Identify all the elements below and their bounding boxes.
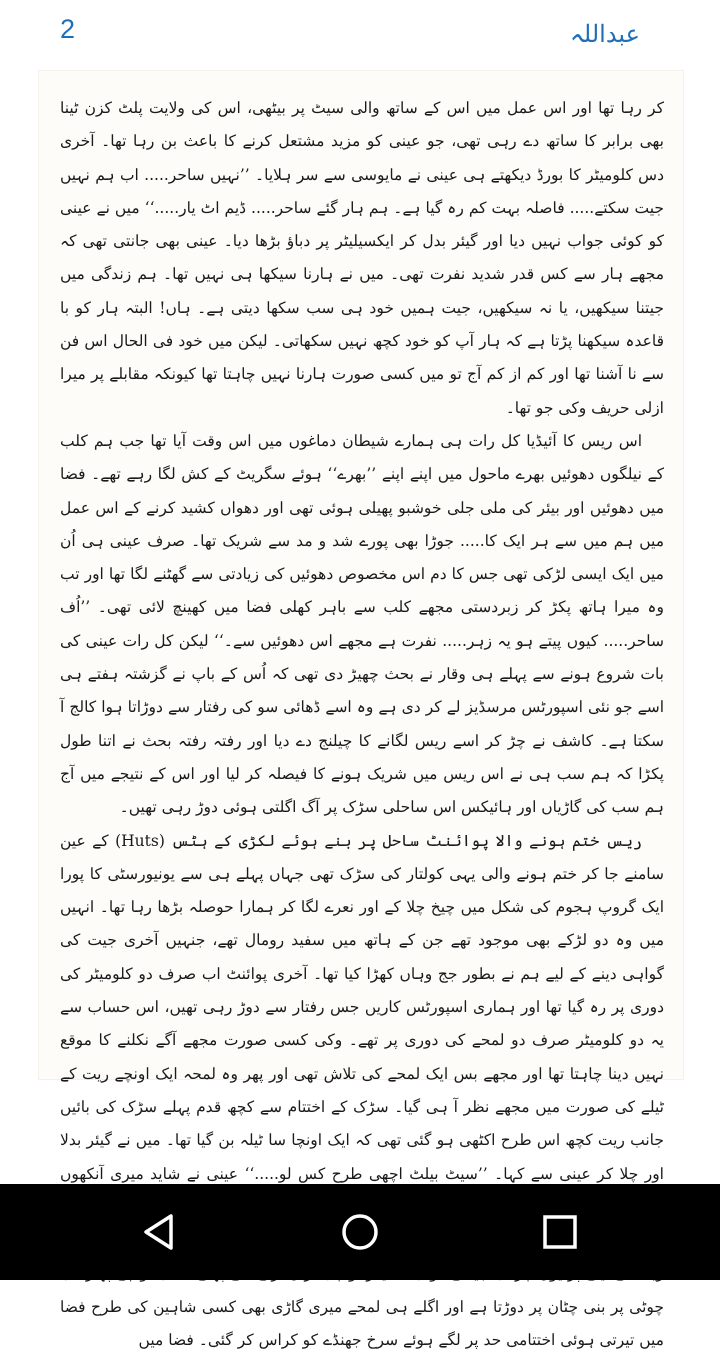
paragraph: اس ریس کا آئیڈیا کل رات ہی ہمارے شیطان دماغوں میں اس وقت آیا تھا جب ہم کلب کے نیلگوں دھوئیں بھرے ماحول میں اپنے اپنے ’’بھرے‘‘ ہوئے سگریٹ کے کش لگا رہے تھے۔ فضا میں دھوئیں اور بیئر کی ملی جلی خوشبو پھیلی ہوئی تھی اور دھواں کشید کرنے کے اس عمل میں ہم میں سے ہر ایک کا..... جوڑا بھی پورے شد و مد سے شریک تھا۔ صرف عینی ہی اُن میں ایک ایسی لڑکی تھی جس کا دم اس مخصوص دھوئیں کی زیادتی سے گھٹنے لگا تھا اور تب وہ میرا ہاتھ پکڑ کر زبردستی مجھے کلب سے باہر کھلی فضا میں کھینچ لائی تھی۔ ’’اُف ساحر..... کیوں پیتے ہو یہ زہر..... نفرت ہے مجھے اس دھوئیں سے۔‘‘ لیکن کل رات عینی کی بات شروع ہونے سے پہلے ہی وقار نے بحث چھیڑ دی تھی کہ اُس کے باپ نے گزشتہ ہفتے ہی اسے جو نئی اسپورٹس مرسڈیز لے کر دی ہے وہ اسے ڈھائی سو کی رفتار سے دوڑاتا ہوا کالج آ سکتا ہے۔ کاشف نے چڑ کر اسے ریس لگانے کا چیلنج دے دیا اور رفتہ رفتہ بحث نے اتنا طول پکڑا کہ ہم سب ہی نے اس ریس میں شریک ہونے کا فیصلہ کر لیا اور اس کے نتیجے میں آج ہم سب کی گاڑیاں اور ہائیکس اس ساحلی سڑک پر آگ اگلتی ہوئی دوڑ رہی تھیں۔ (60, 431, 664, 817)
page-scan[interactable] (38, 70, 684, 1349)
home-button[interactable] (330, 1202, 390, 1262)
system-navigation-bar (0, 1184, 720, 1280)
home-circle-icon (339, 1211, 381, 1253)
book-title: عبداللہ (569, 20, 640, 48)
paragraph: کر رہا تھا اور اس عمل میں اس کے ساتھ والی سیٹ پر بیٹھی، اس کی ولایت پلٹ کزن ٹینا بھی برابر کا ساتھ دے رہی تھی، جو عینی کو مزید مشتعل کرنے کا باعث بن رہا تھا۔ آخری دس کلومیٹر کا بورڈ دیکھتے ہی عینی نے مایوسی سے سر ہلایا۔ ’’نہیں ساحر..... اب ہم نہیں جیت سکتے..... فاصلہ بہت کم رہ گیا ہے۔ ہم ہار گئے ساحر..... ڈیم اٹ یار.....‘‘ میں نے عینی کو کوئی جواب نہیں دیا اور گیئر بدل کر ایکسیلیٹر پر دباؤ بڑھا دیا۔ عینی بھی جانتی تھی کہ مجھے ہار سے کس قدر شدید نفرت تھی۔ میں نے ہارنا سیکھا ہی نہیں تھا۔ ہم زندگی میں جیتنا سیکھیں، یا نہ سیکھیں، جیت ہمیں خود ہی سب سکھا دیتی ہے۔ ہاں! البتہ ہار کو با قاعدہ سیکھنا پڑتا ہے کہ ہار آپ کو خود کچھ نہیں سکھاتی۔ لیکن میں خود فی الحال اس فن سے نا آشنا تھا اور کم از کم آج تو میں کسی صورت ہارنا نہیں چاہتا تھا کیونکہ مقابلے پر میرا ازلی حریف وکی جو تھا۔ (60, 99, 664, 417)
back-button[interactable] (130, 1202, 190, 1262)
paragraph: ریس ختم ہونے والا پوائنٹ ساحل پر بنے ہوئے لکڑی کے ہٹس (Huts) کے عین سامنے جا کر ختم ہونے والی یہی کولتار کی سڑک تھی جہاں پہلے ہی سے یونیورسٹی کا پورا ایک گروپ ہجوم کی شکل میں چیخ چلا کے اور نعرے لگا کر ہمارا حوصلہ بڑھا رہا تھا۔ انہیں میں وہ دو لڑکے بھی موجود تھے جن کے ہاتھ میں سفید رومال تھے، جنہیں آخری جیت کی گواہی دینے کے لیے ہم نے بطور جج وہاں کھڑا کیا تھا۔ آخری پوائنٹ اب صرف دو کلومیٹر کی دوری پر رہ گیا تھا اور ہماری اسپورٹس کاریں جس رفتار سے دوڑ رہی تھیں، اس حساب سے یہ دو کلومیٹر صرف دو لمحے کی دوری پر تھے۔ وکی کسی صورت مجھے آگے نکلنے کا موقع نہیں دینا چاہتا تھا اور مجھے بس ایک لمحے کی تلاش تھی اور پھر وہ لمحہ ایک اونچے ریت کے ٹیلے کی صورت میں مجھے نظر آ ہی گیا۔ سڑک کے اختتام سے کچھ قدم پہلے سڑک کی بائیں جانب ریت کچھ اس طرح اکٹھی ہو گئی تھی کہ ایک اونچا سا ٹیلہ بن گیا تھا۔ میں نے گیئر بدلا اور چلا کر عینی سے کہا۔ ’’سیٹ بیلٹ اچھی طرح کس لو.....‘‘ عینی نے شاید میری آنکھوں چوٹی پر بنی چٹان پر دوڑتا ہے اور اگلے ہی لمحے میری گاڑی بھی کسی شاہین کی طرح فضا میں تیرتی ہوئی اختتامی حد پر لگے ہوئے سرخ جھنڈے کو کراس کر گئی۔ فضا میں (60, 831, 664, 1349)
page-body (60, 92, 664, 1357)
recents-square-icon (540, 1212, 580, 1252)
recents-button[interactable] (530, 1202, 590, 1262)
back-triangle-icon (140, 1212, 180, 1252)
page-number: 2 (60, 14, 76, 44)
